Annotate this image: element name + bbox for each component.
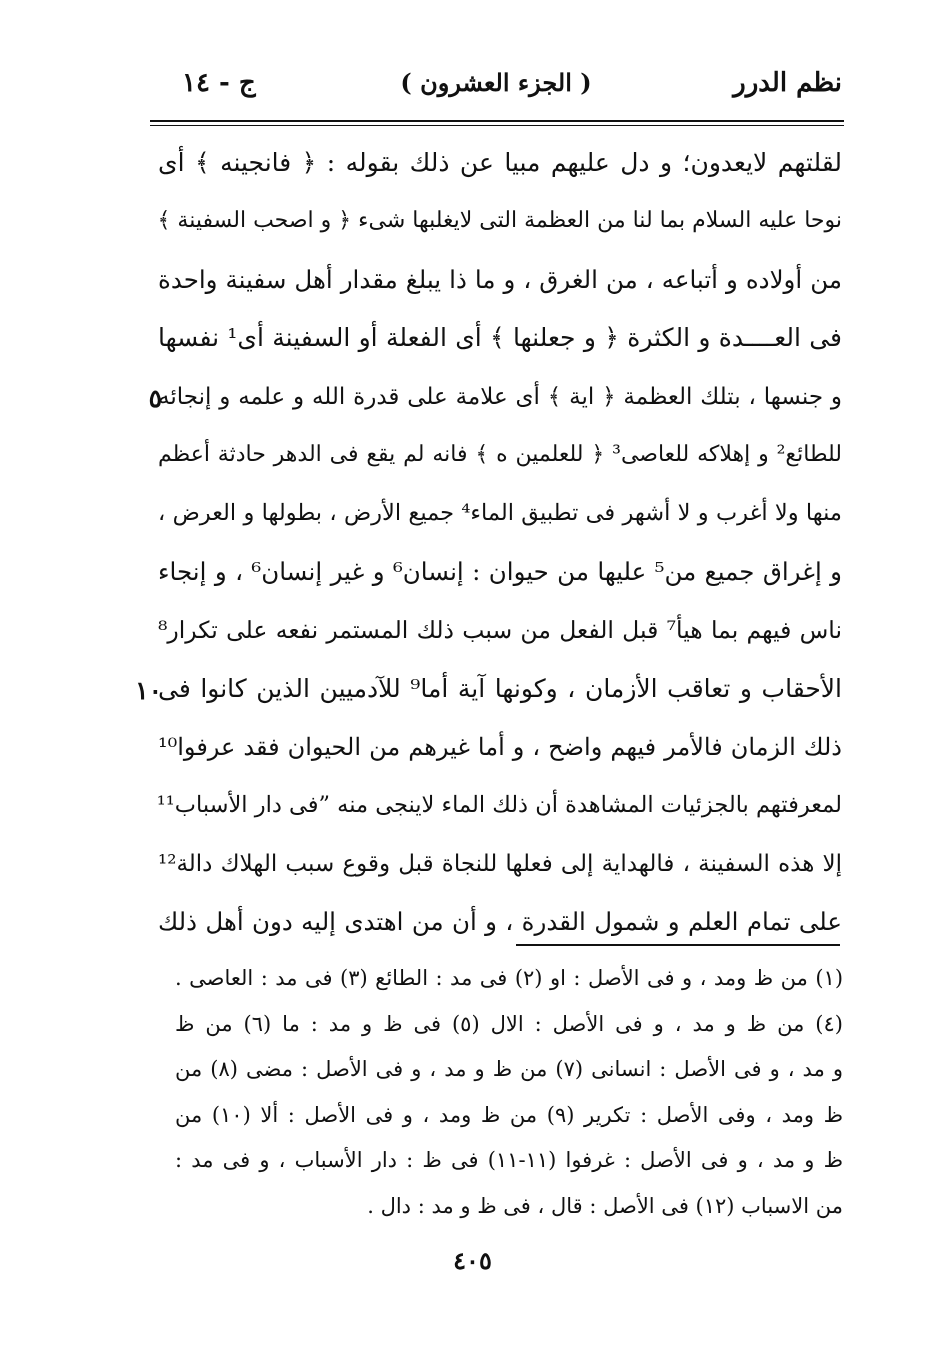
chapter-reference: ج - ١٤ [182, 68, 256, 98]
text-line: و إغراق جميع من⁵ عليها من حيوان : إنسان⁶ و غير إنسان⁶ ، و إنجاء [158, 556, 843, 586]
text-line: الأحقاب و تعاقب الأزمان ، وكونها آية أما⁹ للآدميين الذين كانوا فى [158, 673, 842, 703]
text-line: للطائع² و إهلاكه للعاصى³ ﴿ للعلمين ه ﴾ فانه لم يقع فى الدهر حادثة أعظم [158, 441, 842, 467]
header-rule-thin [150, 125, 844, 126]
text-line: ذلك الزمان فالأمر فيهم واضح ، و أما غيرهم من الحيوان فقد عرفوا¹⁰ [158, 732, 842, 761]
footnote-line: (٤) من ظ و مد ، و فى الأصل : الال (٥) فى ظ و مد : ما (٦) من ظ [175, 1011, 843, 1036]
text-line: و جنسها ، بتلك العظمة ﴿ اية ﴾ أى علامة على قدرة الله و علمه و إنجائه [158, 383, 842, 410]
line-number-margin: ١٠ [135, 676, 162, 705]
main-text [158, 134, 842, 951]
footnote-line: و مد ، و فى الأصل : انسانى (٧) من ظ و مد ، و فى الأصل : مضى (٨) من [175, 1057, 843, 1081]
footnote-separator [516, 944, 840, 946]
page-number: ٤٠٥ [453, 1246, 492, 1275]
footnotes [175, 956, 843, 1229]
line-number-margin: ٥ [148, 384, 162, 413]
book-title: نظم الدرر [733, 68, 842, 98]
text-line: فى العــــدة و الكثرة ﴿ و جعلنها ﴾ أى الفعلة أو السفينة أى¹ نفسها [158, 323, 843, 353]
text-line: ناس فيهم بما هيأ⁷ قبل الفعل من سبب ذلك المستمر نفعه على تكرار⁸ [158, 616, 843, 645]
text-line: لمعرفتهم بالجزئيات المشاهدة أن ذلك الماء لاينجى منه ”فى دار الأسباب¹¹ [156, 792, 842, 819]
text-line: على تمام العلم و شمول القدرة ، و أن من اهتدى إليه دون أهل ذلك [158, 907, 842, 937]
header-rule-thick [150, 120, 844, 122]
part-label: ( الجزء العشرون ) [400, 68, 592, 97]
footnote-line: ظ و مد ، و فى الأصل : غرفوا (١١-١١) فى ظ : دار الأسباب ، و فى مد : [175, 1148, 843, 1172]
running-header [150, 62, 842, 116]
text-line: نوحا عليه السلام بما لنا من العظمة التى لايغلبها شىء ﴿ و اصحب السفينة ﴾ [157, 208, 842, 234]
footnote-line: من الاسباب (١٢) فى الأصل : قال ، فى ظ و مد : دال . [367, 1193, 843, 1218]
footnote-line: (١) من ظ ومد ، و فى الأصل : او (٢) فى مد : الطائع (٣) فى مد : العاصى . [175, 966, 844, 990]
footnote-line: ظ ومد ، وفى الأصل : تكرير (٩) من ظ ومد ، و فى الأصل : ألا (١٠) من [175, 1102, 844, 1127]
text-line: لقلتهم لايعدون؛ و دل عليهم مبيا عن ذلك بقوله : ﴿ فانجينه ﴾ أى [158, 148, 842, 177]
text-line: من أولاده و أتباعه ، من الغرق ، و ما ذا يبلغ مقدار أهل سفينة واحدة [158, 264, 842, 294]
text-line: منها ولا أغرب و لا أشهر فى تطبيق الماء⁴ جميع الأرض ، بطولها و العرض ، [158, 500, 842, 527]
text-line: إلا هذه السفينة ، فالهداية إلى فعلها للنجاة قبل وقوع سبب الهلاك دالة¹² [158, 850, 842, 877]
